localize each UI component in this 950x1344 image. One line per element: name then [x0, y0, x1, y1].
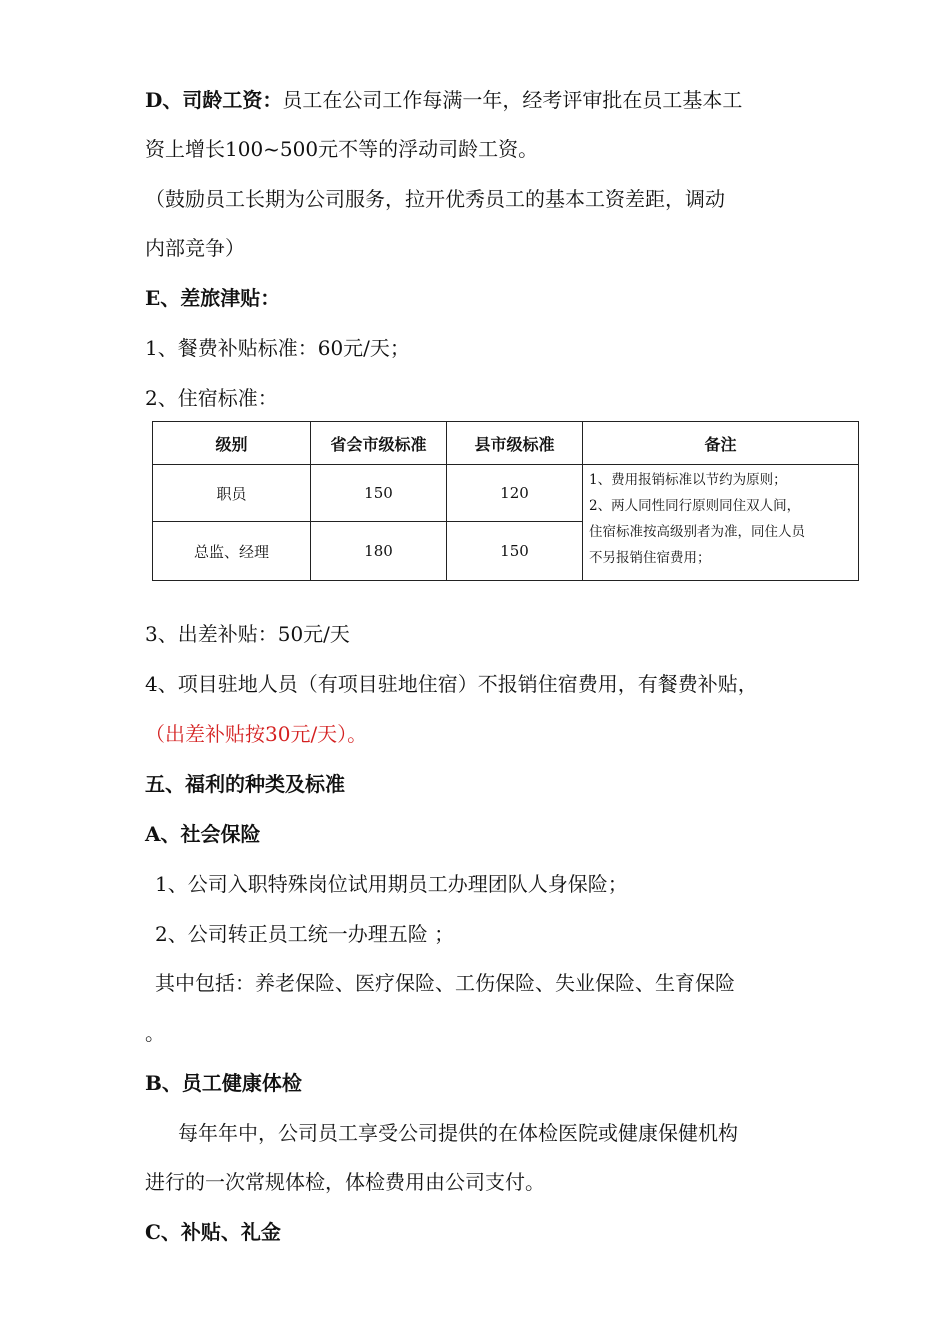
- section-d-line2: 资上增长100~500元不等的浮动司龄工资。: [145, 137, 539, 161]
- health-check-text-line1: 每年年中，公司员工享受公司提供的在体检医院或健康保健机构: [178, 1121, 738, 1145]
- header-provincial: 省会市级标准: [311, 422, 447, 465]
- table-row: [153, 465, 859, 522]
- lodging-standard-table: [152, 421, 859, 581]
- section-d-text: 员工在公司工作每满一年，经考评审批在员工基本工: [282, 88, 743, 112]
- notes-cell: [583, 465, 859, 581]
- row-level: 总监、经理: [153, 522, 311, 581]
- social-insurance-heading: A、社会保险: [145, 822, 261, 846]
- row-county: 120: [447, 465, 583, 522]
- project-staff-rule: 4、项目驻地人员（有项目驻地住宿）不报销住宿费用，有餐费补贴，: [145, 672, 758, 696]
- insurance-item2: 2、公司转正员工统一办理五险 ；: [155, 922, 455, 946]
- project-staff-subsidy: （出差补贴按30元/天）。: [145, 722, 368, 746]
- section-d-heading: D、司龄工资：: [145, 88, 283, 112]
- note-line: 1、费用报销标准以节约为原则；: [589, 472, 787, 488]
- travel-subsidy: 3、出差补贴：50元/天: [145, 622, 350, 646]
- table-header-row: [153, 422, 859, 465]
- section-d-note-line2: 内部竞争）: [145, 236, 245, 260]
- welfare-heading: 五、福利的种类及标准: [145, 772, 345, 796]
- insurance-item3: 其中包括：养老保险、医疗保险、工伤保险、失业保险、生育保险: [155, 971, 735, 995]
- health-check-text-line2: 进行的一次常规体检，体检费用由公司支付。: [145, 1170, 545, 1194]
- row-provincial: 180: [311, 522, 447, 581]
- note-line: 住宿标准按高级别者为准，同住人员: [589, 524, 805, 540]
- section-e-heading: E、差旅津贴：: [145, 286, 281, 310]
- header-notes: 备注: [583, 422, 859, 465]
- meal-allowance: 1、餐费补贴标准：60元/天；: [145, 336, 410, 360]
- lodging-standard-label: 2、住宿标准：: [145, 386, 278, 410]
- header-level: 级别: [153, 422, 311, 465]
- insurance-item1: 1、公司入职特殊岗位试用期员工办理团队人身保险；: [155, 872, 628, 896]
- insurance-item3-end: 。: [145, 1021, 165, 1045]
- row-provincial: 150: [311, 465, 447, 522]
- health-check-heading: B、员工健康体检: [145, 1071, 302, 1095]
- header-county: 县市级标准: [447, 422, 583, 465]
- section-d-line1: [145, 86, 742, 114]
- row-level: 职员: [153, 465, 311, 522]
- subsidy-gift-heading: C、补贴、礼金: [145, 1220, 281, 1244]
- note-line: 2、两人同性同行原则同住双人间，: [589, 498, 801, 514]
- section-d-note-line1: （鼓励员工长期为公司服务，拉开优秀员工的基本工资差距，调动: [145, 187, 725, 211]
- row-county: 150: [447, 522, 583, 581]
- note-line: 不另报销住宿费用；: [589, 550, 711, 566]
